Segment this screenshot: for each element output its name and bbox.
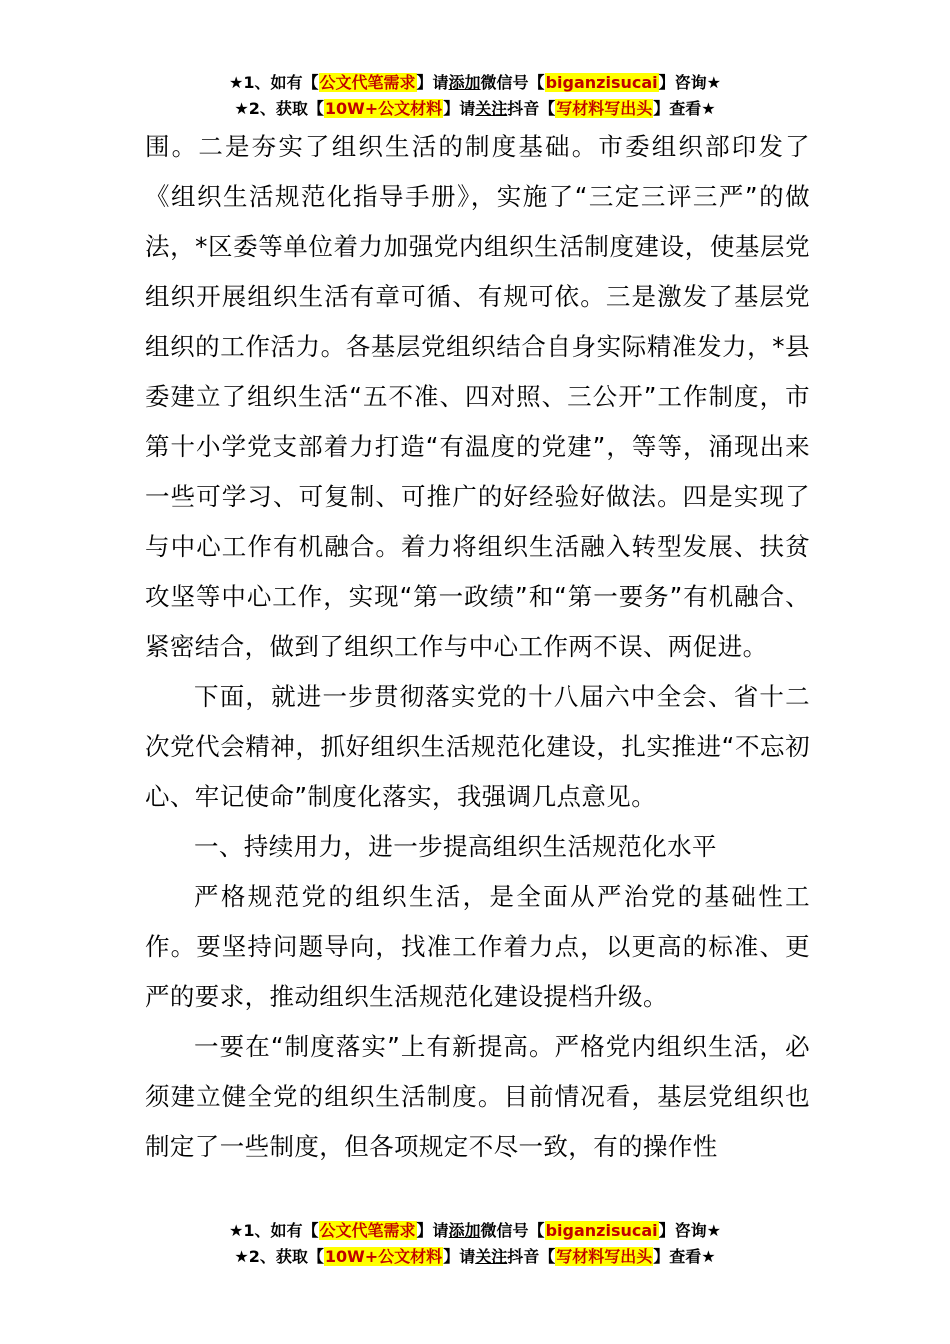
header-text: 】咨询★ bbox=[658, 73, 721, 92]
header-text: 抖音【 bbox=[507, 99, 556, 118]
header-text: ★2、获取【 bbox=[234, 99, 324, 118]
header-text: 关注 bbox=[475, 99, 508, 118]
footer-line-1 bbox=[0, 1218, 950, 1244]
header-text: 】请 bbox=[416, 73, 449, 92]
paragraph: 一要在“制度落实”上有新提高。严格党内组织生活，必须建立健全党的组织生活制度。目前情况看，基层党组织也制定了一些制度，但各项规定不尽一致，有的操作性 bbox=[145, 1032, 810, 1161]
footer-text: 】咨询★ bbox=[658, 1221, 721, 1240]
footer-text: 抖音【 bbox=[507, 1247, 556, 1266]
footer-text: 微信号【 bbox=[480, 1221, 545, 1240]
header-line-2 bbox=[0, 96, 950, 122]
header-text: ★1、如有【 bbox=[229, 73, 319, 92]
footer-text: 】请 bbox=[416, 1221, 449, 1240]
highlight-text: 10W+公文材料 bbox=[324, 1247, 443, 1266]
footer-text: ★1、如有【 bbox=[229, 1221, 319, 1240]
header-text: 】查看★ bbox=[653, 99, 716, 118]
highlight-text: 10W+公文材料 bbox=[324, 99, 443, 118]
footer-text: 关注 bbox=[475, 1247, 508, 1266]
header-banner bbox=[0, 70, 950, 122]
footer-text: 】请 bbox=[443, 1247, 476, 1266]
header-text: 】请 bbox=[443, 99, 476, 118]
douyin-account: 写材料写出头 bbox=[556, 1247, 653, 1266]
footer-line-2 bbox=[0, 1244, 950, 1270]
section-heading: 一、持续用力，进一步提高组织生活规范化水平 bbox=[194, 832, 717, 861]
footer-text: ★2、获取【 bbox=[234, 1247, 324, 1266]
paragraph: 下面，就进一步贯彻落实党的十八届六中全会、省十二次党代会精神，抓好组织生活规范化建设，扎实推进“不忘初心、牢记使命”制度化落实，我强调几点意见。 bbox=[145, 682, 810, 811]
header-text: 微信号【 bbox=[480, 73, 545, 92]
douyin-account: 写材料写出头 bbox=[556, 99, 653, 118]
header-line-1 bbox=[0, 70, 950, 96]
footer-text: 添加 bbox=[448, 1221, 481, 1240]
highlight-text: 公文代笔需求 bbox=[319, 73, 416, 92]
footer-text: 】查看★ bbox=[653, 1247, 716, 1266]
document-body bbox=[145, 122, 810, 1172]
highlight-text: 公文代笔需求 bbox=[319, 1221, 416, 1240]
wechat-id: biganzisucai bbox=[545, 73, 658, 92]
footer-banner bbox=[0, 1218, 950, 1270]
header-text: 添加 bbox=[448, 73, 481, 92]
paragraph: 围。二是夯实了组织生活的制度基础。市委组织部印发了《组织生活规范化指导手册》，实施了“三定三评三严”的做法，*区委等单位着力加强党内组织生活制度建设，使基层党组织开展组织生活有章可循、有规可依。三是激发了基层党组织的工作活力。各基层党组织结合自身实际精准发力，*县委建立了组织生活“五不准、四对照、三公开”工作制度，市第十小学党支部着力打造“有温度的党建”，等等，涌现出来一些可学习、可复制、可推广的好经验好做法。四是实现了与中心工作有机融合。着力将组织生活融入转型发展、扶贫攻坚等中心工作，实现“第一政绩”和“第一要务”有机融合、紧密结合，做到了组织工作与中心工作两不误、两促进。 bbox=[145, 132, 810, 661]
paragraph: 严格规范党的组织生活，是全面从严治党的基础性工作。要坚持问题导向，找准工作着力点，以更高的标准、更严的要求，推动组织生活规范化建设提档升级。 bbox=[145, 882, 810, 1011]
wechat-id: biganzisucai bbox=[545, 1221, 658, 1240]
